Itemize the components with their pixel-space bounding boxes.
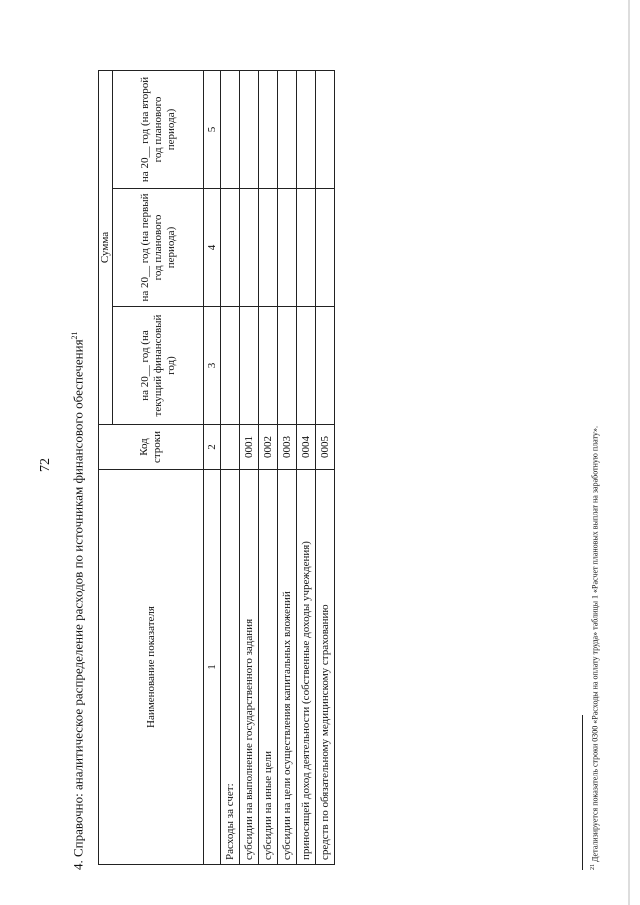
- value-cell: [259, 70, 278, 188]
- value-cell: [297, 70, 316, 188]
- expense-distribution-table: [98, 70, 335, 865]
- row-code: 0002: [259, 425, 278, 470]
- column-number: 2: [204, 425, 221, 470]
- row-name: Расходы за счет:: [221, 470, 240, 865]
- value-cell: [221, 70, 240, 188]
- column-number: 1: [204, 470, 221, 865]
- footnote-mark: 21: [590, 864, 596, 870]
- header-col4: на 20__ год (на первый год планового периода): [113, 189, 204, 307]
- value-cell: [316, 307, 335, 425]
- footnote-divider: [582, 715, 583, 870]
- table-row: [221, 70, 240, 864]
- page-number: 72: [38, 458, 53, 472]
- column-number: 5: [204, 70, 221, 188]
- value-cell: [240, 70, 259, 188]
- table-row: [259, 70, 278, 864]
- heading-footnote-mark: 21: [70, 331, 79, 340]
- row-name: приносящей доход деятельности (собственные доходы учреждения): [297, 470, 316, 865]
- header-col3: на 20__ год (на текущий финансовый год): [113, 307, 204, 425]
- column-number: 3: [204, 307, 221, 425]
- value-cell: [278, 189, 297, 307]
- table-row: [278, 70, 297, 864]
- row-code: 0005: [316, 425, 335, 470]
- value-cell: [221, 307, 240, 425]
- value-cell: [278, 307, 297, 425]
- value-cell: [240, 307, 259, 425]
- header-name: Наименование показателя: [99, 470, 204, 865]
- header-col5: на 20__ год (на второй год планового периода): [113, 70, 204, 188]
- table-row: [316, 70, 335, 864]
- value-cell: [316, 70, 335, 188]
- row-name: субсидии на выполнение государственного задания: [240, 470, 259, 865]
- value-cell: [259, 307, 278, 425]
- row-name: субсидии на иные цели: [259, 470, 278, 865]
- row-code: 0001: [240, 425, 259, 470]
- value-cell: [316, 189, 335, 307]
- column-number-row: [204, 70, 221, 864]
- row-code: 0004: [297, 425, 316, 470]
- column-number: 4: [204, 189, 221, 307]
- row-code: [221, 425, 240, 470]
- header-sum: Сумма: [99, 70, 113, 424]
- section-heading: [70, 331, 86, 870]
- header-code: Код строки: [99, 425, 204, 470]
- row-code: 0003: [278, 425, 297, 470]
- table-row: [240, 70, 259, 864]
- row-name: субсидии на цели осуществления капитальных вложений: [278, 470, 297, 865]
- value-cell: [240, 189, 259, 307]
- value-cell: [297, 189, 316, 307]
- footnote-text: Детализируется показатель строки 0300 «Расходы на оплату труда» таблицы 1 «Расчет плановых выплат на заработную плату».: [590, 425, 600, 862]
- value-cell: [278, 70, 297, 188]
- section-heading-text: 4. Справочно: аналитическое распределение расходов по источникам финансового обеспечения: [70, 339, 86, 870]
- value-cell: [297, 307, 316, 425]
- header-row-top: [99, 70, 113, 864]
- row-name: средств по обязательному медицинскому страхованию: [316, 470, 335, 865]
- value-cell: [259, 189, 278, 307]
- table-row: [297, 70, 316, 864]
- value-cell: [221, 189, 240, 307]
- footnote: [590, 426, 600, 870]
